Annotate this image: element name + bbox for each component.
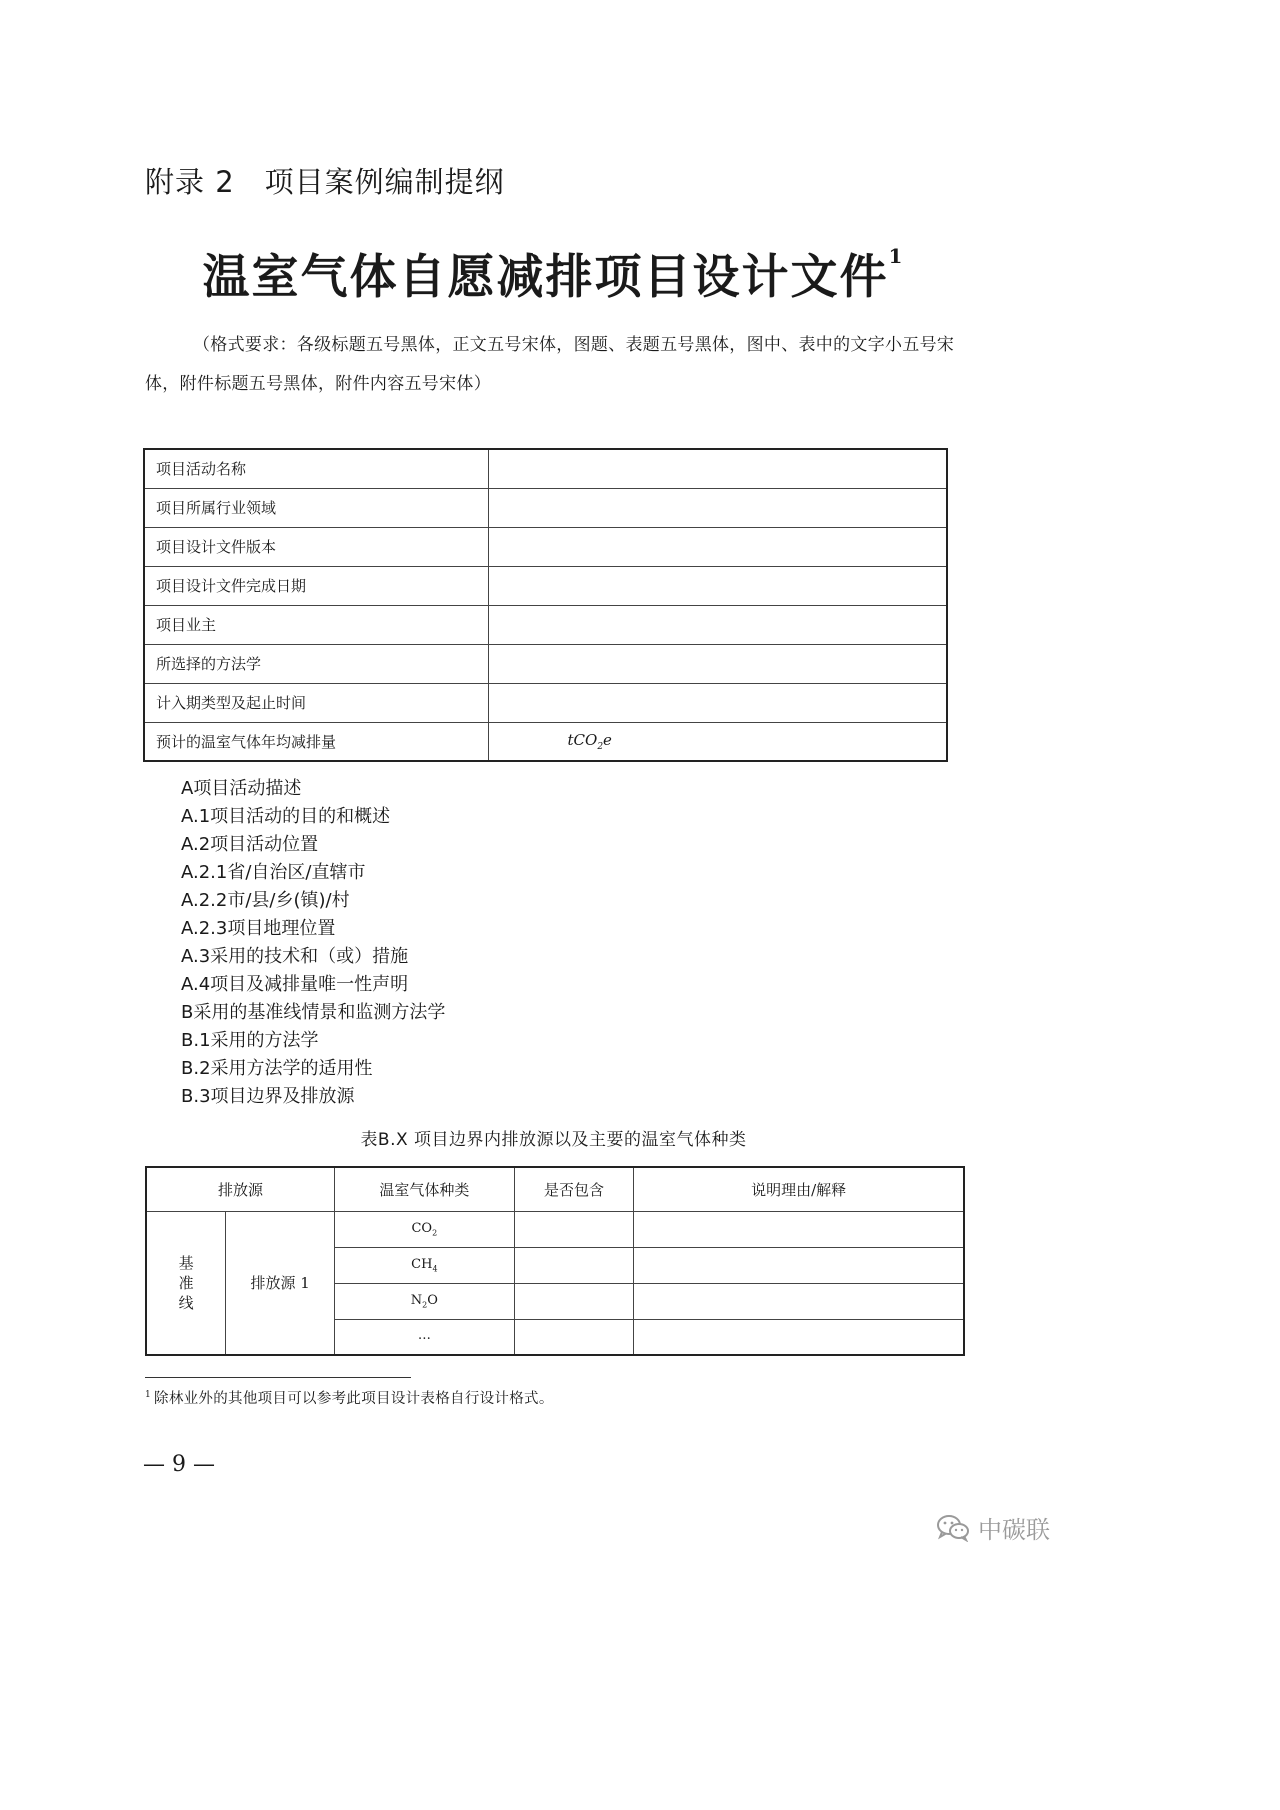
emission-reduction-unit — [488, 722, 947, 761]
table-caption: 表B.X 项目边界内排放源以及主要的温室气体种类 — [360, 1130, 747, 1150]
group-label-char: 基 — [178, 1253, 194, 1272]
row-value — [488, 449, 947, 488]
table-row — [146, 1211, 964, 1247]
gas-sub: 4 — [432, 1264, 438, 1274]
gas-cell — [335, 1319, 515, 1355]
col-header: 温室气体种类 — [335, 1167, 515, 1211]
watermark — [936, 1510, 1050, 1545]
gas-tail: O — [427, 1292, 438, 1308]
row-value — [488, 488, 947, 527]
document-title-text: 温室气体自愿减排项目设计文件 — [202, 250, 889, 305]
unit-main: tCO — [567, 730, 598, 749]
format-requirements-note: （格式要求：各级标题五号黑体，正文五号宋体，图题、表题五号黑体，图中、表中的文字小五号宋体，附件标题五号黑体，附件内容五号宋体） — [145, 335, 955, 394]
outline-item: A.4项目及减排量唯一性声明 — [181, 974, 409, 995]
row-label: 项目所属行业领域 — [144, 488, 488, 527]
outline-item: A.2.2市/县/乡(镇)/村 — [181, 890, 350, 911]
wechat-icon — [936, 1514, 970, 1542]
title-footnote-mark: 1 — [888, 244, 905, 268]
outline-item: A.1项目活动的目的和概述 — [181, 806, 391, 827]
document-title — [0, 240, 1107, 307]
footnote-divider — [145, 1377, 411, 1378]
row-value — [488, 527, 947, 566]
gas-cell — [335, 1247, 515, 1283]
row-label: 项目设计文件版本 — [144, 527, 488, 566]
reason-cell — [634, 1211, 964, 1247]
table-row — [144, 488, 947, 527]
included-cell — [514, 1211, 634, 1247]
appendix-title: 附录 2 项目案例编制提纲 — [145, 165, 505, 199]
table-row — [144, 683, 947, 722]
outline-item: A.2.1省/自治区/直辖市 — [181, 862, 366, 883]
outline-list — [181, 775, 445, 1111]
gas-main: N — [410, 1292, 423, 1308]
gas-sub: 2 — [432, 1228, 438, 1238]
col-header: 是否包含 — [514, 1167, 634, 1211]
reason-cell — [634, 1319, 964, 1355]
group-label-char: 准 — [178, 1273, 194, 1292]
baseline-group-label — [146, 1211, 226, 1355]
table-row — [144, 566, 947, 605]
unit-tail: e — [603, 730, 612, 749]
reason-cell — [634, 1247, 964, 1283]
included-cell — [514, 1319, 634, 1355]
col-header: 排放源 — [146, 1167, 335, 1211]
table-row — [144, 644, 947, 683]
outline-item: A.3采用的技术和（或）措施 — [181, 946, 409, 967]
included-cell — [514, 1283, 634, 1319]
emission-source-table — [145, 1166, 965, 1356]
row-label: 项目活动名称 — [144, 449, 488, 488]
row-label: 项目设计文件完成日期 — [144, 566, 488, 605]
row-label: 计入期类型及起止时间 — [144, 683, 488, 722]
table-row — [144, 449, 947, 488]
outline-item: A项目活动描述 — [181, 778, 302, 799]
footnote — [145, 1387, 554, 1408]
footnote-text: 除林业外的其他项目可以参考此项目设计表格自行设计格式。 — [154, 1391, 554, 1407]
row-label: 项目业主 — [144, 605, 488, 644]
table-row — [144, 527, 947, 566]
outline-item: A.2.3项目地理位置 — [181, 918, 336, 939]
row-value — [488, 566, 947, 605]
table-row — [144, 605, 947, 644]
page-number: — 9 — — [143, 1452, 215, 1477]
reason-cell — [634, 1283, 964, 1319]
gas-main: … — [417, 1328, 431, 1344]
table-row — [144, 722, 947, 761]
row-value — [488, 644, 947, 683]
row-label: 预计的温室气体年均减排量 — [144, 722, 488, 761]
row-label: 所选择的方法学 — [144, 644, 488, 683]
gas-cell — [335, 1283, 515, 1319]
unit-text — [500, 730, 612, 752]
gas-main: CO — [411, 1220, 433, 1236]
outline-item: A.2项目活动位置 — [181, 834, 319, 855]
source-name: 排放源 1 — [226, 1211, 335, 1355]
footnote-mark: 1 — [145, 1390, 152, 1401]
included-cell — [514, 1247, 634, 1283]
outline-item: B.3项目边界及排放源 — [181, 1086, 355, 1107]
row-value — [488, 683, 947, 722]
table-header-row — [146, 1167, 964, 1211]
watermark-text: 中碳联 — [978, 1516, 1050, 1544]
project-info-table — [143, 448, 948, 762]
unit-sub: 2 — [597, 741, 604, 752]
gas-sub: 2 — [422, 1300, 428, 1310]
group-label-char: 线 — [178, 1293, 194, 1312]
gas-main: CH — [411, 1256, 433, 1272]
outline-item: B采用的基准线情景和监测方法学 — [181, 1002, 446, 1023]
row-value — [488, 605, 947, 644]
col-header: 说明理由/解释 — [634, 1167, 964, 1211]
outline-item: B.2采用方法学的适用性 — [181, 1058, 373, 1079]
gas-cell — [335, 1211, 515, 1247]
outline-item: B.1采用的方法学 — [181, 1030, 319, 1051]
